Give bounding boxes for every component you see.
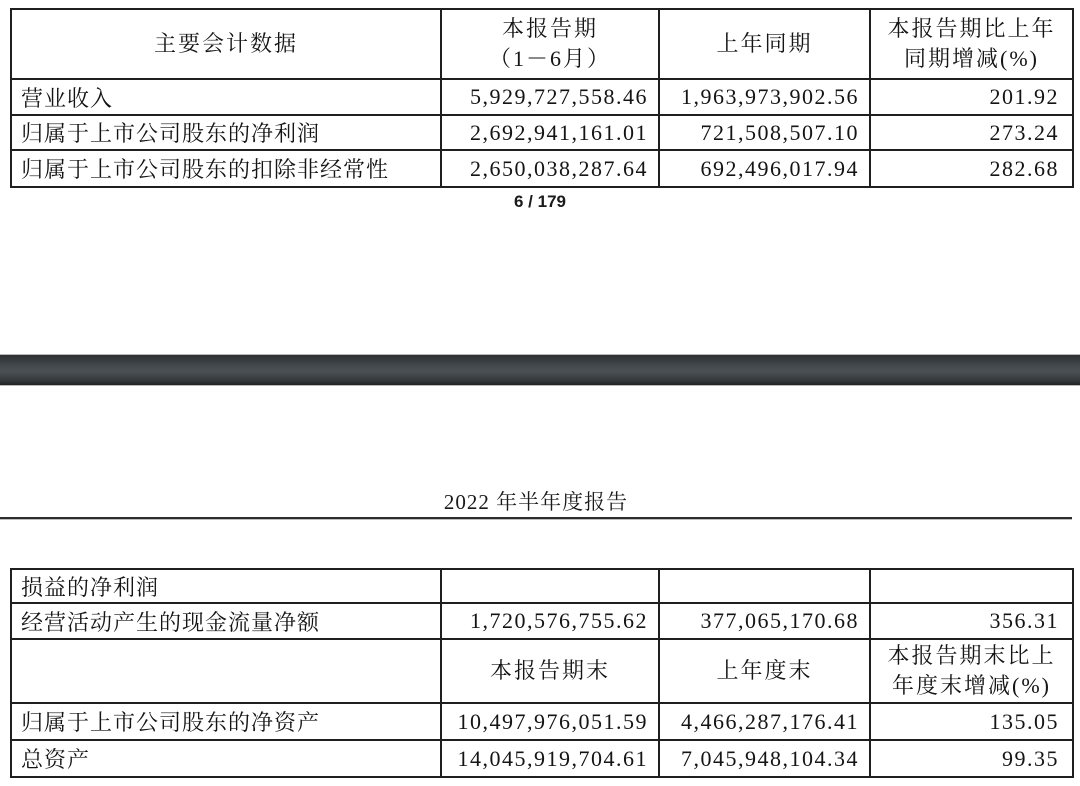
col-header-period-end: 本报告期末 bbox=[441, 639, 659, 703]
col-header-period-end-change bbox=[870, 639, 1073, 703]
change-pct-value: 282.68 bbox=[870, 150, 1073, 187]
col-header-period-end-change-line1: 本报告期末比上 bbox=[887, 643, 1056, 669]
col-header-current-period-line2: （1－6月） bbox=[488, 46, 611, 71]
table-row-continued-label bbox=[11, 569, 1073, 603]
col-header-current-period bbox=[441, 9, 659, 79]
current-period-value: 2,650,038,287.64 bbox=[441, 150, 659, 187]
prior-period-value: 692,496,017.94 bbox=[659, 150, 870, 187]
change-pct-value: 99.35 bbox=[870, 740, 1073, 777]
prior-period-value: 721,508,507.10 bbox=[659, 115, 870, 150]
prior-period-value: 377,065,170.68 bbox=[659, 603, 870, 639]
prior-period-value: 4,466,287,176.41 bbox=[659, 703, 870, 740]
table-row-net-profit bbox=[11, 115, 1073, 150]
table-row-net-profit-excl-nonrecurring bbox=[11, 150, 1073, 187]
report-title: 2022 年半年度报告 bbox=[443, 490, 629, 514]
metric-label: 归属于上市公司股东的净资产 bbox=[11, 703, 441, 740]
key-accounting-data-table bbox=[10, 8, 1074, 188]
metric-label: 归属于上市公司股东的净利润 bbox=[11, 115, 441, 150]
page-separator-bar bbox=[0, 354, 1080, 386]
table-mid-header-row bbox=[11, 639, 1073, 703]
table-row-net-assets bbox=[11, 703, 1073, 740]
prior-period-value bbox=[659, 569, 870, 603]
title-divider-line bbox=[0, 517, 1072, 520]
col-header-prior-year-end: 上年度末 bbox=[659, 639, 870, 703]
change-pct-value: 135.05 bbox=[870, 703, 1073, 740]
balance-sheet-data-table bbox=[10, 568, 1074, 778]
col-header-prior-period: 上年同期 bbox=[659, 9, 870, 79]
metric-label: 经营活动产生的现金流量净额 bbox=[11, 603, 441, 639]
metric-label: 营业收入 bbox=[11, 79, 441, 115]
change-pct-value: 273.24 bbox=[870, 115, 1073, 150]
change-pct-value: 356.31 bbox=[870, 603, 1073, 639]
table-row-revenue bbox=[11, 79, 1073, 115]
change-pct-value: 201.92 bbox=[870, 79, 1073, 115]
prior-period-value: 7,045,948,104.34 bbox=[659, 740, 870, 777]
prior-period-value: 1,963,973,902.56 bbox=[659, 79, 870, 115]
current-period-value: 5,929,727,558.46 bbox=[441, 79, 659, 115]
table-row-operating-cash-flow bbox=[11, 603, 1073, 639]
col-header-change-pct bbox=[870, 9, 1073, 79]
change-pct-value bbox=[870, 569, 1073, 603]
current-period-value bbox=[441, 569, 659, 603]
current-period-value: 2,692,941,161.01 bbox=[441, 115, 659, 150]
col-header-change-pct-line1: 本报告期比上年 bbox=[887, 16, 1056, 42]
mid-header-empty bbox=[11, 639, 441, 703]
page-number: 6 / 179 bbox=[514, 192, 566, 211]
table-header-row bbox=[11, 9, 1073, 79]
current-period-value: 10,497,976,051.59 bbox=[441, 703, 659, 740]
current-period-value: 1,720,576,755.62 bbox=[441, 603, 659, 639]
metric-label: 损益的净利润 bbox=[11, 569, 441, 603]
current-period-value: 14,045,919,704.61 bbox=[441, 740, 659, 777]
metric-label: 总资产 bbox=[11, 740, 441, 777]
col-header-metric: 主要会计数据 bbox=[11, 9, 441, 79]
col-header-current-period-line1: 本报告期 bbox=[501, 16, 598, 42]
col-header-period-end-change-line2: 年度末增减(%) bbox=[892, 673, 1051, 698]
table-row-total-assets bbox=[11, 740, 1073, 777]
metric-label: 归属于上市公司股东的扣除非经常性 bbox=[11, 150, 441, 187]
col-header-change-pct-line2: 同期增减(%) bbox=[904, 46, 1039, 71]
